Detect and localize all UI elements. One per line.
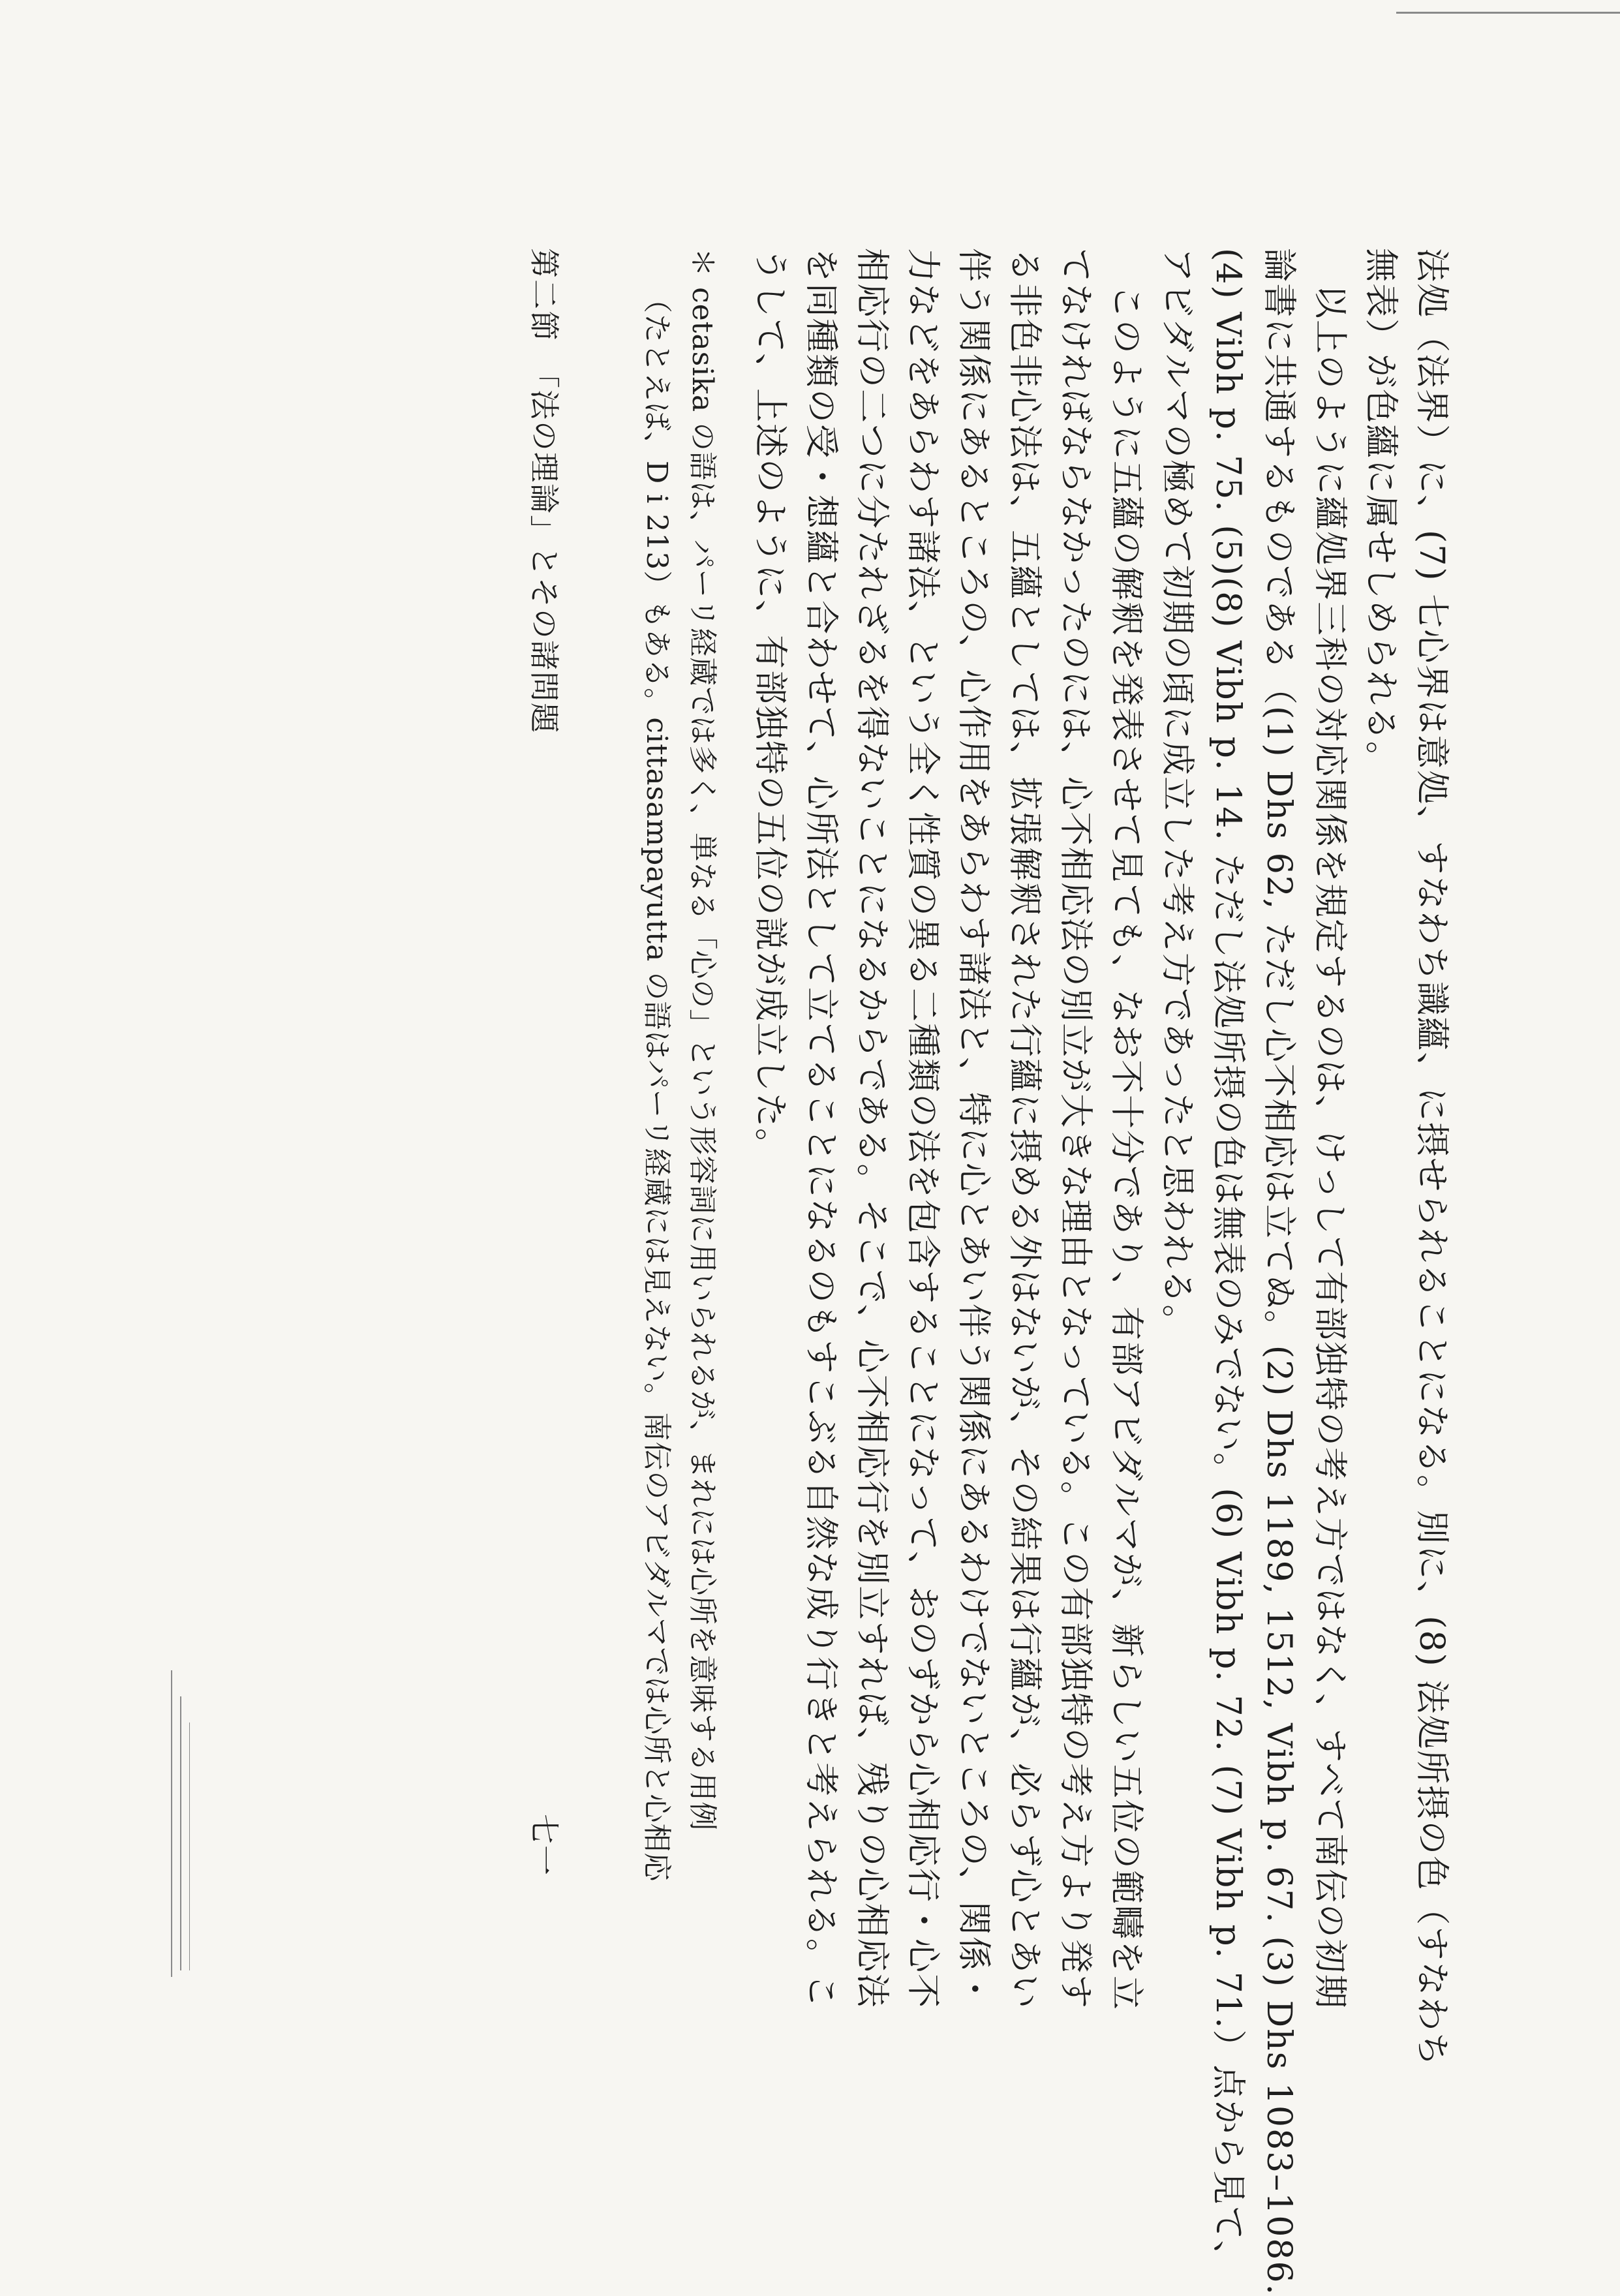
text-line: る非色非心法は、五蘊としては、拡張解釈された行蘊に摂める外はないが、その結果は行蘊が、必らず心とあい <box>1005 248 1044 2010</box>
text-line: 法処（法界）に、(7) 七心界は意処、すなわち識蘊、に摂せられることになる。別に、(8) 法処所摂の色（すなわち <box>1412 248 1451 2068</box>
footnote-line: ＊ cetasika の語は、パーリ経蔵では多く、単なる「心の」という形容詞に用いられるが、まれには心所を意味する用例 <box>686 248 719 1831</box>
text-line: 以上のように蘊処界三科の対応関係を規定するのは、けっして有部独特の考え方ではなく、すべて南伝の初期 <box>1310 284 1349 2010</box>
rotated-page-text <box>522 248 1451 2296</box>
text-line: 伴う関係にあるところの、心作用をあらわす諸法と、特に心とあい伴う関係にあるわけでないところの、関係・ <box>954 248 993 2007</box>
binding-shadow-line <box>189 1722 190 1970</box>
binding-shadow-line <box>180 1696 181 1970</box>
page-number: 七一 <box>527 1814 562 1876</box>
binding-shadow-line <box>171 1670 172 1977</box>
text-line: 無表）が色蘊に属せしめられる。 <box>1361 248 1400 777</box>
text-line: (4) Vibh p. 75. (5)(8) Vibh p. 14. ただし法処所摂の色は無表のみでない。(6) Vibh p. 72. (7) Vibh p. 71.）点から見て、 <box>1208 248 1247 2276</box>
running-footer-section: 第二節 「法の理論」とその諸問題 <box>527 248 562 734</box>
text-line: アビダルマの極めて初期の頃に成立した考え方であったと思われる。 <box>1157 248 1197 1340</box>
text-line: を同種類の受・想蘊と合わせて、心所法として立てることになるのもすこぶる自然な成り行きと考えられる。こ <box>801 248 840 2009</box>
text-line: 相応行の二つに分たれざるを得ないことになるからである。そこで、心不相応行を別立すれば、残りの心相応法 <box>852 248 891 2009</box>
footnote-line: （たとえば、D i 213）もある。cittasampayutta の語はパーリ経蔵には見えない。南伝のアビダルマでは心所と心相応 <box>640 284 673 1882</box>
text-line: このように五蘊の解釈を発表させて見ても、なお不十分であり、有部アビダルマが、新らしい五位の範疇を立 <box>1107 284 1146 2012</box>
scan-edge-line <box>1396 12 1620 14</box>
text-line: 論書に共通するものである（(1) Dhs 62, ただし心不相応は立てぬ。(2) Dhs 1189, 1512, Vibh p. 67. (3) Dhs 1083–1086. <box>1259 248 1298 2296</box>
text-line: てなければならなかったのには、心不相応法の別立が大きな理由となっている。この有部独特の考え方より発す <box>1056 248 1095 2010</box>
text-line: うして、上述のように、有部独特の五位の説が成立した。 <box>750 248 789 1163</box>
text-line: 力などをあらわす諸法、という全く性質の異る二種類の法を包含することになって、おのずから心相応行・心不 <box>903 248 942 2009</box>
